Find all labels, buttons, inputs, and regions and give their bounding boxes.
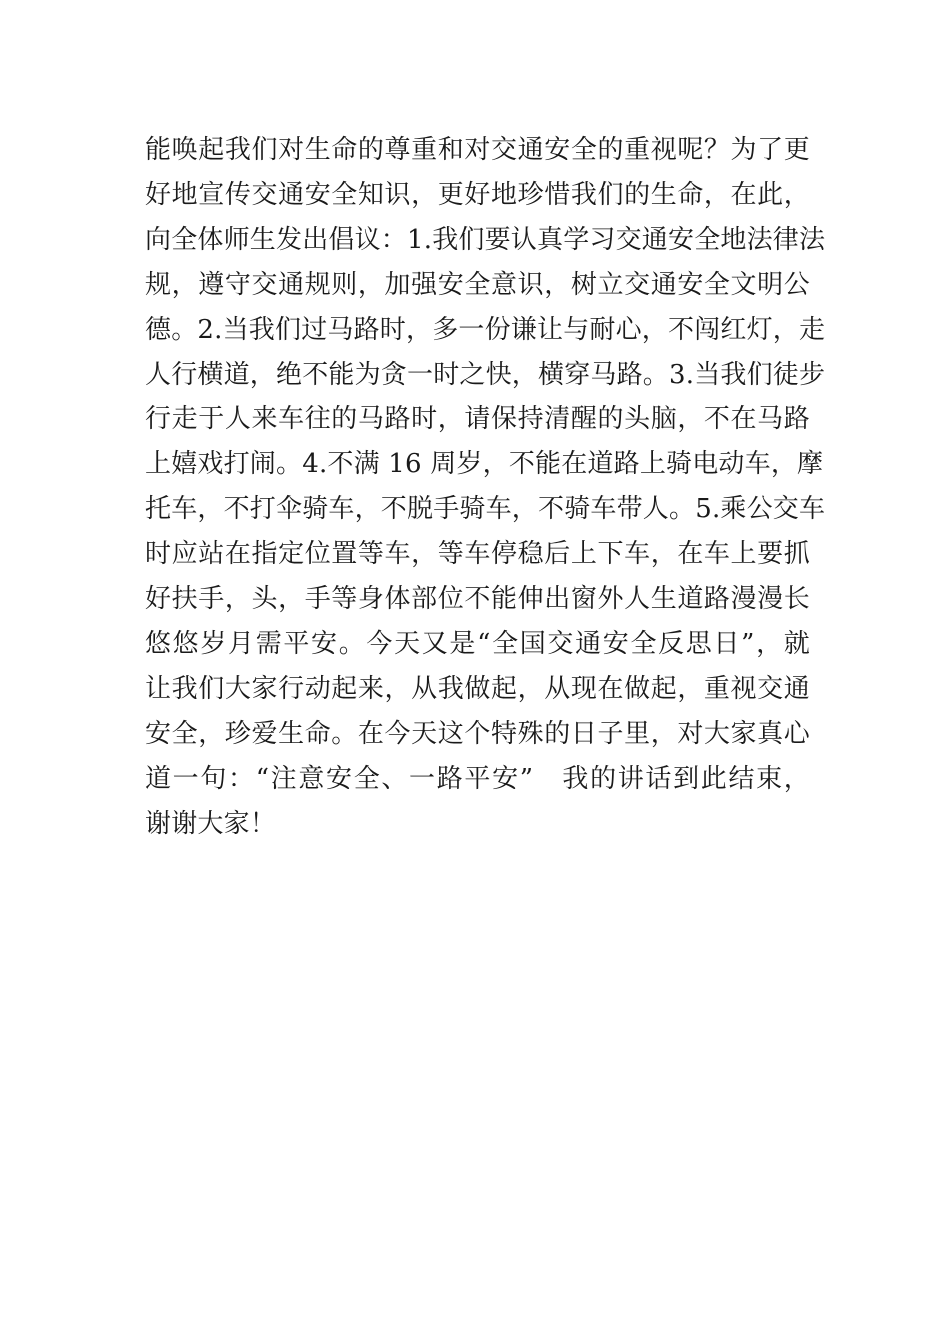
text-line: 德。2.当我们过马路时，多一份谦让与耐心，不闯红灯，走 — [145, 314, 826, 345]
text-line: 谢谢大家！ — [145, 808, 277, 839]
text-line: 悠悠岁月需平安。今天又是“全国交通安全反思日”，就 — [145, 628, 810, 659]
text-line: 向全体师生发出倡议：1.我们要认真学习交通安全地法律法 — [145, 224, 826, 255]
text-line: 安全，珍爱生命。在今天这个特殊的日子里，对大家真心 — [145, 718, 810, 749]
text-line: 好扶手，头，手等身体部位不能伸出窗外人生道路漫漫长 — [145, 584, 810, 615]
text-line: 行走于人来车往的马路时，请保持清醒的头脑，不在马路 — [145, 404, 810, 435]
text-line: 上嬉戏打闹。4.不满 16 周岁，不能在道路上骑电动车，摩 — [145, 449, 824, 480]
text-line: 让我们大家行动起来，从我做起，从现在做起，重视交通 — [145, 673, 810, 704]
text-line: 托车，不打伞骑车，不脱手骑车，不骑车带人。5.乘公交车 — [145, 494, 826, 525]
text-line: 能唤起我们对生命的尊重和对交通安全的重视呢？为了更 — [145, 135, 810, 165]
text-line: 好地宣传交通安全知识，更好地珍惜我们的生命，在此， — [145, 179, 810, 210]
speech-paragraph — [145, 128, 826, 847]
text-line: 人行横道，绝不能为贪一时之快，横穿马路。3.当我们徒步 — [145, 359, 826, 390]
text-line: 时应站在指定位置等车，等车停稳后上下车，在车上要抓 — [145, 539, 810, 570]
text-line: 规，遵守交通规则，加强安全意识，树立交通安全文明公 — [145, 269, 810, 300]
text-line: 道一句：“注意安全、一路平安” 我的讲话到此结束， — [145, 763, 810, 794]
